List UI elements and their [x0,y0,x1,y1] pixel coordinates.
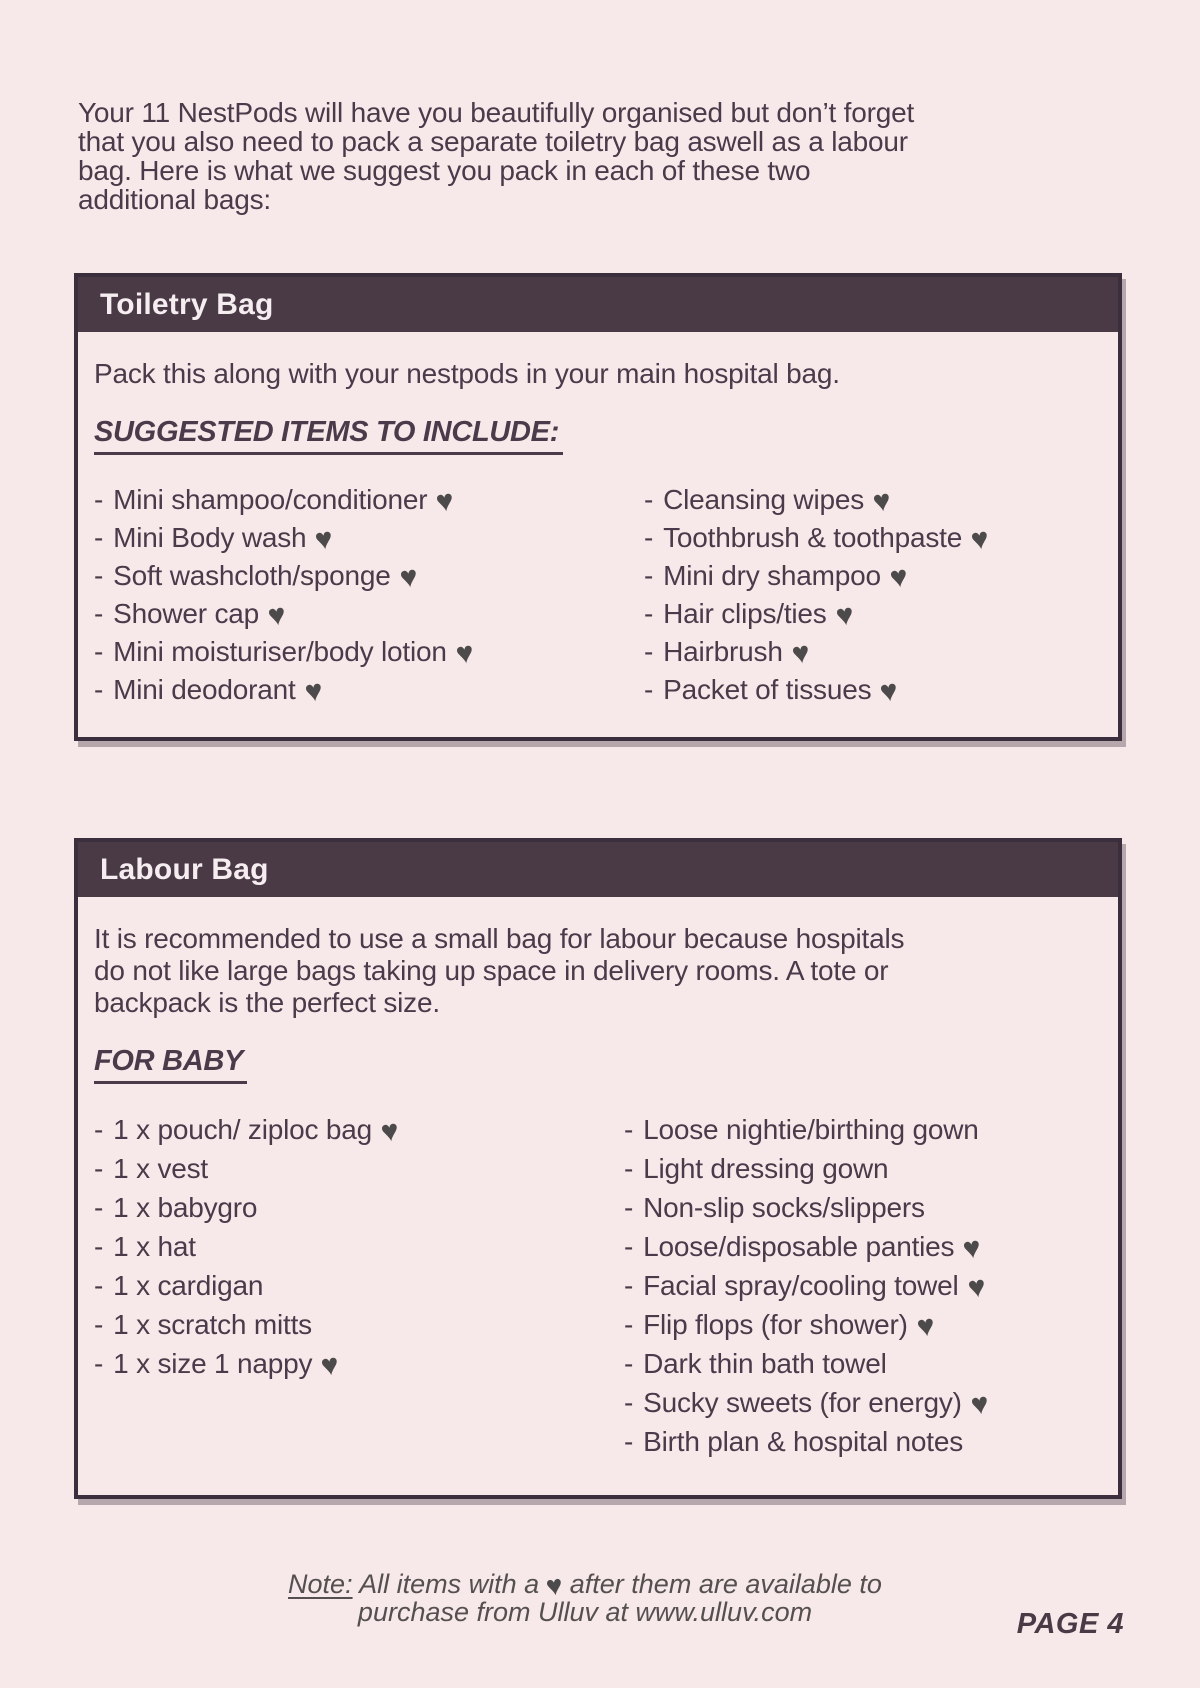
dash-bullet: - [94,1192,104,1223]
checklist-item [94,1110,624,1149]
toiletry-bag-title: Toiletry Bag [100,287,274,321]
checklist-item [624,1149,988,1188]
heart-icon: ♥ [378,1113,401,1150]
heart-icon: ♥ [914,1308,937,1345]
checklist-item [94,1305,624,1344]
dash-bullet: - [94,598,104,629]
heart-icon: ♥ [870,483,893,520]
checklist-item [624,1344,988,1383]
intro-line: additional bags: [78,184,271,215]
intro-paragraph [78,98,914,214]
checklist-item [94,633,644,671]
item-label: 1 x babygro [113,1192,258,1223]
labour-bag-title: Labour Bag [100,852,269,886]
footer-note [190,1570,980,1626]
dash-bullet: - [624,1231,634,1262]
toiletry-item-columns [94,481,1102,709]
item-label: Soft washcloth/sponge [113,560,391,591]
toiletry-bag-header [78,277,1118,332]
toiletry-bag-intro [94,358,1102,390]
item-label: Mini shampoo/conditioner [113,484,428,515]
note-text-before-heart: All items with a [359,1569,540,1599]
labour-bag-body [78,923,1118,1461]
item-label: Loose nightie/birthing gown [643,1114,979,1145]
item-label: Shower cap [113,598,259,629]
dash-bullet: - [644,636,654,667]
dash-bullet: - [644,674,654,705]
labour-right-column [624,1110,991,1461]
heart-icon: ♥ [968,1386,991,1423]
dash-bullet: - [624,1387,634,1418]
dash-bullet: - [94,1270,104,1301]
checklist-item [624,1110,988,1149]
note-label: Note: [288,1569,353,1599]
checklist-item [94,1344,624,1383]
dash-bullet: - [624,1114,634,1145]
heart-icon: ♥ [968,521,991,558]
heart-icon: ♥ [789,635,812,672]
item-label: 1 x cardigan [113,1270,264,1301]
dash-bullet: - [94,1309,104,1340]
dash-bullet: - [624,1192,634,1223]
labour-bag-intro [94,923,1102,1019]
checklist-item [94,671,644,709]
checklist-item [94,595,644,633]
item-label: Sucky sweets (for energy) [643,1387,962,1418]
checklist-item [644,519,989,557]
item-label: Birth plan & hospital notes [643,1426,964,1457]
dash-bullet: - [94,1153,104,1184]
item-label: 1 x size 1 nappy [113,1348,313,1379]
item-label: Packet of tissues [663,674,872,705]
checklist-item [94,519,644,557]
checklist-item [624,1305,988,1344]
item-label: Mini moisturiser/body lotion [113,636,447,667]
item-label: Cleansing wipes [663,484,865,515]
dash-bullet: - [624,1270,634,1301]
heart-icon: ♥ [453,635,476,672]
item-label: 1 x vest [113,1153,209,1184]
intro-line: do not like large bags taking up space in delivery rooms. A tote or [94,955,889,986]
dash-bullet: - [624,1309,634,1340]
checklist-item [624,1227,988,1266]
intro-line: backpack is the perfect size. [94,987,440,1018]
checklist-item [644,595,989,633]
intro-line: bag. Here is what we suggest you pack in each of these two [78,155,811,186]
note-text-after-heart: after them are available to [569,1569,882,1599]
checklist-item [624,1422,988,1461]
labour-item-columns [94,1110,1102,1461]
checklist-item [644,557,989,595]
checklist-item [644,671,989,709]
toiletry-right-column [644,481,989,709]
heart-icon: ♥ [319,1347,342,1384]
intro-line: Your 11 NestPods will have you beautifully organised but don’t forget [78,97,915,128]
item-label: 1 x pouch/ ziploc bag [113,1114,372,1145]
checklist-item [644,481,989,519]
dash-bullet: - [644,598,654,629]
intro-line: that you also need to pack a separate toiletry bag aswell as a labour [78,126,908,157]
dash-bullet: - [644,522,654,553]
labour-bag-header [78,842,1118,897]
item-label: Loose/disposable panties [643,1231,955,1262]
intro-line: Pack this along with your nestpods in your main hospital bag. [94,358,840,389]
heart-icon: ♥ [961,1230,984,1267]
item-label: Flip flops (for shower) [643,1309,908,1340]
dash-bullet: - [644,560,654,591]
intro-line: It is recommended to use a small bag for labour because hospitals [94,923,905,954]
labour-bag-box [74,838,1122,1499]
item-label: 1 x hat [113,1231,196,1262]
checklist-item [94,1227,624,1266]
checklist-item [624,1266,988,1305]
heart-icon: ♥ [302,673,325,710]
checklist-item [94,481,644,519]
dash-bullet: - [94,560,104,591]
heart-icon: ♥ [878,673,901,710]
item-label: Non-slip socks/slippers [643,1192,925,1223]
toiletry-bag-body [78,358,1118,709]
toiletry-left-column [94,481,644,709]
item-label: Facial spray/cooling towel [643,1270,959,1301]
dash-bullet: - [94,674,104,705]
checklist-item [94,557,644,595]
item-label: Mini deodorant [113,674,296,705]
checklist-item [644,633,989,671]
dash-bullet: - [624,1153,634,1184]
dash-bullet: - [624,1426,634,1457]
item-label: Hairbrush [663,636,783,667]
dash-bullet: - [94,484,104,515]
toiletry-section-heading: SUGGESTED ITEMS TO INCLUDE: [94,416,563,455]
checklist-item [94,1188,624,1227]
heart-icon: ♥ [313,521,336,558]
note-line2: purchase from Ulluv at www.ulluv.com [357,1597,813,1627]
checklist-item [624,1383,991,1423]
heart-icon: ♥ [833,597,856,634]
toiletry-bag-box [74,273,1122,741]
heart-icon: ♥ [265,597,288,634]
heart-icon: ♥ [434,483,457,520]
item-label: Mini dry shampoo [663,560,881,591]
checklist-item [94,1149,624,1188]
labour-left-column [94,1110,624,1461]
checklist-item [624,1188,988,1227]
dash-bullet: - [94,522,104,553]
heart-icon: ♥ [543,1568,565,1603]
page-number: PAGE 4 [1016,1608,1124,1640]
checklist-item [94,1266,624,1305]
dash-bullet: - [94,1231,104,1262]
item-label: Mini Body wash [113,522,307,553]
item-label: Light dressing gown [643,1153,889,1184]
item-label: 1 x scratch mitts [113,1309,312,1340]
dash-bullet: - [644,484,654,515]
item-label: Hair clips/ties [663,598,827,629]
heart-icon: ♥ [397,559,420,596]
dash-bullet: - [94,1114,104,1145]
item-label: Dark thin bath towel [643,1348,887,1379]
dash-bullet: - [94,1348,104,1379]
dash-bullet: - [94,636,104,667]
heart-icon: ♥ [887,559,910,596]
dash-bullet: - [624,1348,634,1379]
heart-icon: ♥ [965,1269,988,1306]
labour-section-heading: FOR BABY [94,1045,247,1084]
item-label: Toothbrush & toothpaste [663,522,963,553]
